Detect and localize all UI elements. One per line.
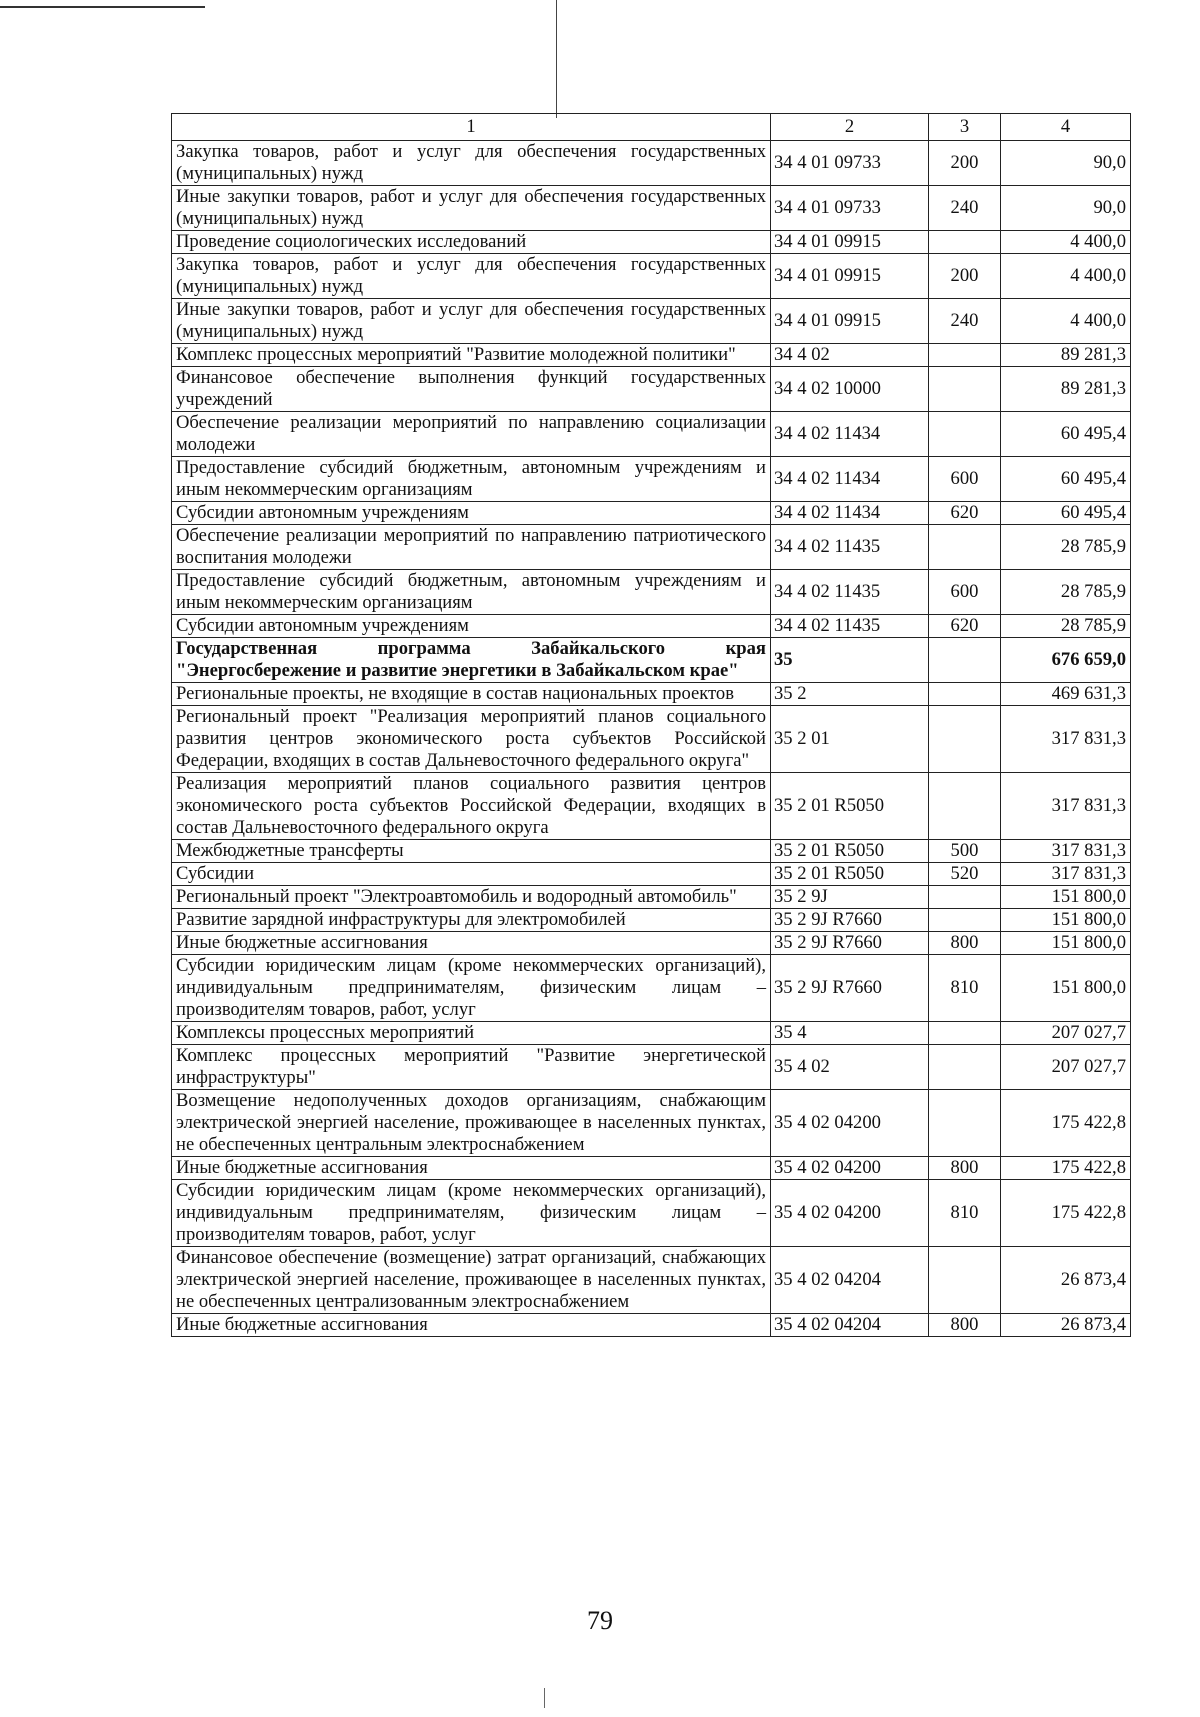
row-type-cell bbox=[929, 638, 1001, 683]
row-code-cell: 35 bbox=[771, 638, 929, 683]
table-row bbox=[172, 863, 1131, 886]
row-amount-cell: 317 831,3 bbox=[1001, 706, 1131, 773]
row-code-cell: 34 4 02 11435 bbox=[771, 615, 929, 638]
row-name-cell: Субсидии автономным учреждениям bbox=[172, 502, 771, 525]
row-amount-cell: 26 873,4 bbox=[1001, 1314, 1131, 1337]
table-row bbox=[172, 1090, 1131, 1157]
row-name-cell: Иные бюджетные ассигнования bbox=[172, 1314, 771, 1337]
table-row bbox=[172, 502, 1131, 525]
table-row bbox=[172, 412, 1131, 457]
row-type-cell: 520 bbox=[929, 863, 1001, 886]
row-type-cell bbox=[929, 344, 1001, 367]
row-type-cell: 810 bbox=[929, 1180, 1001, 1247]
row-code-cell: 34 4 02 10000 bbox=[771, 367, 929, 412]
row-type-cell bbox=[929, 1045, 1001, 1090]
row-code-cell: 34 4 01 09733 bbox=[771, 141, 929, 186]
table-row bbox=[172, 231, 1131, 254]
row-amount-cell: 317 831,3 bbox=[1001, 773, 1131, 840]
row-code-cell: 35 2 9J R7660 bbox=[771, 955, 929, 1022]
row-code-cell: 34 4 01 09915 bbox=[771, 299, 929, 344]
row-amount-cell: 207 027,7 bbox=[1001, 1022, 1131, 1045]
table-row bbox=[172, 1045, 1131, 1090]
row-amount-cell: 317 831,3 bbox=[1001, 840, 1131, 863]
row-amount-cell: 175 422,8 bbox=[1001, 1157, 1131, 1180]
row-name-cell: Реализация мероприятий планов социального развития центров экономического роста субъектов Российской Федерации, входящих в состав Дальневосточного федерального округа bbox=[172, 773, 771, 840]
table-row bbox=[172, 840, 1131, 863]
row-amount-cell: 4 400,0 bbox=[1001, 299, 1131, 344]
row-code-cell: 35 2 9J R7660 bbox=[771, 932, 929, 955]
row-code-cell: 35 2 01 R5050 bbox=[771, 863, 929, 886]
budget-table bbox=[171, 113, 1131, 1337]
row-name-cell: Государственная программа Забайкальского края "Энергосбережение и развитие энергетики в Забайкальском крае" bbox=[172, 638, 771, 683]
row-amount-cell: 28 785,9 bbox=[1001, 570, 1131, 615]
row-type-cell: 240 bbox=[929, 186, 1001, 231]
table-row bbox=[172, 186, 1131, 231]
row-type-cell bbox=[929, 412, 1001, 457]
table-row bbox=[172, 955, 1131, 1022]
row-amount-cell: 26 873,4 bbox=[1001, 1247, 1131, 1314]
row-name-cell: Региональные проекты, не входящие в состав национальных проектов bbox=[172, 683, 771, 706]
row-code-cell: 34 4 02 bbox=[771, 344, 929, 367]
row-code-cell: 35 4 02 04200 bbox=[771, 1157, 929, 1180]
table-row bbox=[172, 1180, 1131, 1247]
row-type-cell: 500 bbox=[929, 840, 1001, 863]
row-name-cell: Региональный проект "Электроавтомобиль и водородный автомобиль" bbox=[172, 886, 771, 909]
row-code-cell: 35 2 01 bbox=[771, 706, 929, 773]
row-code-cell: 35 4 02 04204 bbox=[771, 1314, 929, 1337]
table-row bbox=[172, 367, 1131, 412]
table-row bbox=[172, 457, 1131, 502]
row-code-cell: 35 2 01 R5050 bbox=[771, 773, 929, 840]
table-row bbox=[172, 773, 1131, 840]
row-code-cell: 34 4 01 09915 bbox=[771, 254, 929, 299]
row-type-cell bbox=[929, 1022, 1001, 1045]
row-name-cell: Региональный проект "Реализация мероприятий планов социального развития центров экономического роста субъектов Российской Федерации, входящих в состав Дальневосточного федерального округа" bbox=[172, 706, 771, 773]
row-code-cell: 35 4 02 04200 bbox=[771, 1090, 929, 1157]
row-type-cell: 600 bbox=[929, 457, 1001, 502]
table-header-row bbox=[172, 114, 1131, 141]
column-header-4: 4 bbox=[1001, 114, 1131, 141]
row-code-cell: 34 4 01 09733 bbox=[771, 186, 929, 231]
row-amount-cell: 151 800,0 bbox=[1001, 909, 1131, 932]
table-row bbox=[172, 706, 1131, 773]
table-row bbox=[172, 638, 1131, 683]
row-amount-cell: 60 495,4 bbox=[1001, 457, 1131, 502]
row-type-cell bbox=[929, 706, 1001, 773]
row-amount-cell: 60 495,4 bbox=[1001, 412, 1131, 457]
row-type-cell: 620 bbox=[929, 615, 1001, 638]
row-name-cell: Проведение социологических исследований bbox=[172, 231, 771, 254]
row-name-cell: Иные закупки товаров, работ и услуг для обеспечения государственных (муниципальных) нужд bbox=[172, 299, 771, 344]
row-name-cell: Закупка товаров, работ и услуг для обеспечения государственных (муниципальных) нужд bbox=[172, 141, 771, 186]
row-code-cell: 34 4 02 11434 bbox=[771, 457, 929, 502]
row-amount-cell: 469 631,3 bbox=[1001, 683, 1131, 706]
row-type-cell bbox=[929, 886, 1001, 909]
row-code-cell: 35 2 9J R7660 bbox=[771, 909, 929, 932]
row-name-cell: Иные закупки товаров, работ и услуг для обеспечения государственных (муниципальных) нужд bbox=[172, 186, 771, 231]
row-type-cell: 800 bbox=[929, 1314, 1001, 1337]
row-amount-cell: 28 785,9 bbox=[1001, 615, 1131, 638]
row-name-cell: Финансовое обеспечение (возмещение) затрат организаций, снабжающих электрической энергией население, проживающее в населенных пунктах, не обеспеченных централизованным электроснабжением bbox=[172, 1247, 771, 1314]
row-amount-cell: 151 800,0 bbox=[1001, 955, 1131, 1022]
row-type-cell: 800 bbox=[929, 932, 1001, 955]
row-name-cell: Субсидии bbox=[172, 863, 771, 886]
table-row bbox=[172, 932, 1131, 955]
table-row bbox=[172, 141, 1131, 186]
row-type-cell bbox=[929, 773, 1001, 840]
row-name-cell: Субсидии юридическим лицам (кроме некоммерческих организаций), индивидуальным предпринимателям, физическим лицам – производителям товаров, работ, услуг bbox=[172, 1180, 771, 1247]
table-row bbox=[172, 1157, 1131, 1180]
row-code-cell: 34 4 02 11435 bbox=[771, 570, 929, 615]
row-amount-cell: 89 281,3 bbox=[1001, 344, 1131, 367]
row-amount-cell: 175 422,8 bbox=[1001, 1090, 1131, 1157]
row-amount-cell: 4 400,0 bbox=[1001, 254, 1131, 299]
row-amount-cell: 4 400,0 bbox=[1001, 231, 1131, 254]
row-type-cell: 200 bbox=[929, 141, 1001, 186]
row-type-cell bbox=[929, 525, 1001, 570]
row-name-cell: Комплексы процессных мероприятий bbox=[172, 1022, 771, 1045]
row-type-cell bbox=[929, 683, 1001, 706]
row-code-cell: 34 4 02 11434 bbox=[771, 502, 929, 525]
row-code-cell: 35 4 bbox=[771, 1022, 929, 1045]
row-type-cell: 600 bbox=[929, 570, 1001, 615]
row-amount-cell: 28 785,9 bbox=[1001, 525, 1131, 570]
row-type-cell bbox=[929, 1247, 1001, 1314]
row-code-cell: 35 2 9J bbox=[771, 886, 929, 909]
row-amount-cell: 317 831,3 bbox=[1001, 863, 1131, 886]
table-body bbox=[172, 141, 1131, 1337]
table-row bbox=[172, 1314, 1131, 1337]
row-type-cell: 810 bbox=[929, 955, 1001, 1022]
row-type-cell: 620 bbox=[929, 502, 1001, 525]
row-type-cell bbox=[929, 909, 1001, 932]
row-amount-cell: 60 495,4 bbox=[1001, 502, 1131, 525]
row-name-cell: Предоставление субсидий бюджетным, автономным учреждениям и иным некоммерческим организациям bbox=[172, 457, 771, 502]
row-type-cell: 800 bbox=[929, 1157, 1001, 1180]
row-amount-cell: 175 422,8 bbox=[1001, 1180, 1131, 1247]
row-name-cell: Субсидии автономным учреждениям bbox=[172, 615, 771, 638]
row-name-cell: Иные бюджетные ассигнования bbox=[172, 1157, 771, 1180]
column-header-2: 2 bbox=[771, 114, 929, 141]
scan-artifact-line bbox=[0, 6, 205, 8]
table-row bbox=[172, 909, 1131, 932]
scan-artifact-fold bbox=[556, 0, 557, 118]
table-row bbox=[172, 1022, 1131, 1045]
row-type-cell bbox=[929, 1090, 1001, 1157]
row-amount-cell: 151 800,0 bbox=[1001, 886, 1131, 909]
row-code-cell: 35 4 02 bbox=[771, 1045, 929, 1090]
budget-table-container bbox=[171, 113, 1130, 1337]
page-number: 79 bbox=[587, 1606, 613, 1635]
column-header-3: 3 bbox=[929, 114, 1001, 141]
row-type-cell: 200 bbox=[929, 254, 1001, 299]
row-name-cell: Предоставление субсидий бюджетным, автономным учреждениям и иным некоммерческим организациям bbox=[172, 570, 771, 615]
row-name-cell: Обеспечение реализации мероприятий по направлению социализации молодежи bbox=[172, 412, 771, 457]
row-code-cell: 35 2 01 R5050 bbox=[771, 840, 929, 863]
row-name-cell: Финансовое обеспечение выполнения функций государственных учреждений bbox=[172, 367, 771, 412]
table-row bbox=[172, 570, 1131, 615]
row-type-cell bbox=[929, 367, 1001, 412]
row-amount-cell: 90,0 bbox=[1001, 141, 1131, 186]
row-code-cell: 34 4 01 09915 bbox=[771, 231, 929, 254]
row-code-cell: 35 4 02 04200 bbox=[771, 1180, 929, 1247]
row-name-cell: Межбюджетные трансферты bbox=[172, 840, 771, 863]
row-name-cell: Закупка товаров, работ и услуг для обеспечения государственных (муниципальных) нужд bbox=[172, 254, 771, 299]
row-type-cell: 240 bbox=[929, 299, 1001, 344]
row-amount-cell: 89 281,3 bbox=[1001, 367, 1131, 412]
row-amount-cell: 207 027,7 bbox=[1001, 1045, 1131, 1090]
row-code-cell: 35 2 bbox=[771, 683, 929, 706]
table-row bbox=[172, 254, 1131, 299]
row-name-cell: Развитие зарядной инфраструктуры для электромобилей bbox=[172, 909, 771, 932]
row-name-cell: Иные бюджетные ассигнования bbox=[172, 932, 771, 955]
table-row bbox=[172, 299, 1131, 344]
table-row bbox=[172, 615, 1131, 638]
scan-artifact-mark bbox=[544, 1688, 545, 1708]
table-row bbox=[172, 886, 1131, 909]
table-row bbox=[172, 525, 1131, 570]
row-amount-cell: 90,0 bbox=[1001, 186, 1131, 231]
table-row bbox=[172, 344, 1131, 367]
row-code-cell: 34 4 02 11435 bbox=[771, 525, 929, 570]
row-code-cell: 35 4 02 04204 bbox=[771, 1247, 929, 1314]
row-name-cell: Обеспечение реализации мероприятий по направлению патриотического воспитания молодежи bbox=[172, 525, 771, 570]
row-name-cell: Субсидии юридическим лицам (кроме некоммерческих организаций), индивидуальным предпринимателям, физическим лицам – производителям товаров, работ, услуг bbox=[172, 955, 771, 1022]
row-name-cell: Возмещение недополученных доходов организациям, снабжающим электрической энергией население, проживающее в населенных пунктах, не обеспеченных центральным электроснабжением bbox=[172, 1090, 771, 1157]
row-code-cell: 34 4 02 11434 bbox=[771, 412, 929, 457]
row-name-cell: Комплекс процессных мероприятий "Развитие молодежной политики" bbox=[172, 344, 771, 367]
table-row bbox=[172, 1247, 1131, 1314]
row-amount-cell: 151 800,0 bbox=[1001, 932, 1131, 955]
row-amount-cell: 676 659,0 bbox=[1001, 638, 1131, 683]
row-name-cell: Комплекс процессных мероприятий "Развитие энергетической инфраструктуры" bbox=[172, 1045, 771, 1090]
row-type-cell bbox=[929, 231, 1001, 254]
column-header-1: 1 bbox=[172, 114, 771, 141]
table-row bbox=[172, 683, 1131, 706]
